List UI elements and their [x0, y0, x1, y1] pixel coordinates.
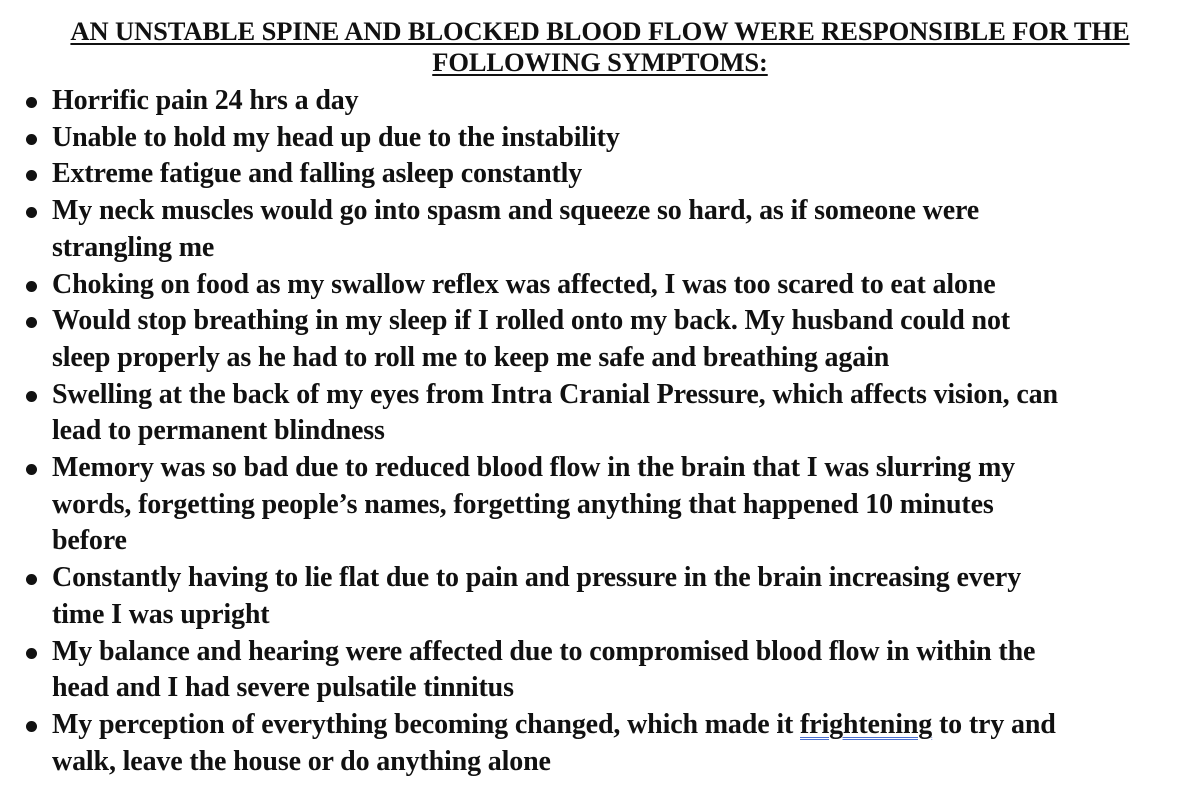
symptom-text: My neck muscles would go into spasm and squeeze so hard, as if someone were [52, 195, 980, 227]
symptom-item [0, 450, 1200, 560]
symptom-text: words, forgetting people’s names, forgetting anything that happened 10 minutes [52, 488, 994, 520]
symptom-item [0, 560, 1200, 633]
symptom-text: Swelling at the back of my eyes from Intra Cranial Pressure, which affects vision, can [52, 378, 1058, 410]
spellcheck-flagged-word[interactable]: frightening [800, 708, 933, 740]
symptom-item [0, 707, 1200, 780]
bullet-icon [26, 464, 37, 475]
symptom-text: before [52, 525, 127, 557]
document-title: AN UNSTABLE SPINE AND BLOCKED BLOOD FLOW WERE RESPONSIBLE FOR THE FOLLOWING SYMPTOMS: [70, 16, 1130, 77]
symptom-item [0, 156, 1200, 193]
symptom-list [0, 83, 1200, 780]
symptom-item [0, 120, 1200, 157]
bullet-icon [26, 574, 37, 585]
bullet-icon [26, 207, 37, 218]
symptom-text: sleep properly as he had to roll me to keep me safe and breathing again [52, 341, 890, 373]
symptom-text: Extreme fatigue and falling asleep constantly [52, 158, 583, 190]
symptom-text: Memory was so bad due to reduced blood flow in the brain that I was slurring my [52, 452, 1016, 484]
symptom-text: strangling me [52, 231, 215, 263]
symptom-item [0, 377, 1200, 450]
bullet-icon [26, 97, 37, 108]
bullet-icon [26, 648, 37, 659]
bullet-icon [26, 281, 37, 292]
symptom-text: Unable to hold my head up due to the instability [52, 121, 620, 153]
symptom-text: Would stop breathing in my sleep if I rolled onto my back. My husband could not [52, 305, 1010, 337]
symptom-text: head and I had severe pulsatile tinnitus [52, 672, 514, 704]
bullet-icon [26, 317, 37, 328]
symptom-text: lead to permanent blindness [52, 415, 385, 447]
symptom-text: Choking on food as my swallow reflex was affected, I was too scared to eat alone [52, 268, 996, 300]
bullet-icon [26, 134, 37, 145]
symptom-text: My balance and hearing were affected due to compromised blood flow in within the [52, 635, 1036, 667]
symptom-text: Horrific pain 24 hrs a day [52, 85, 359, 116]
bullet-icon [26, 170, 37, 181]
bullet-icon [26, 721, 37, 732]
symptom-text: Constantly having to lie flat due to pain and pressure in the brain increasing every [52, 562, 1022, 594]
symptom-text-segment: My perception of everything becoming changed, which made it [52, 708, 800, 740]
symptom-text: walk, leave the house or do anything alone [52, 745, 551, 777]
bullet-icon [26, 391, 37, 402]
symptom-item [0, 83, 1200, 120]
symptom-item [0, 634, 1200, 707]
symptom-item [0, 193, 1200, 266]
symptom-text [52, 707, 1196, 744]
symptom-item [0, 267, 1200, 304]
symptom-item [0, 303, 1200, 376]
symptom-text: time I was upright [52, 598, 270, 630]
symptom-text-segment: to try and [932, 708, 1056, 740]
